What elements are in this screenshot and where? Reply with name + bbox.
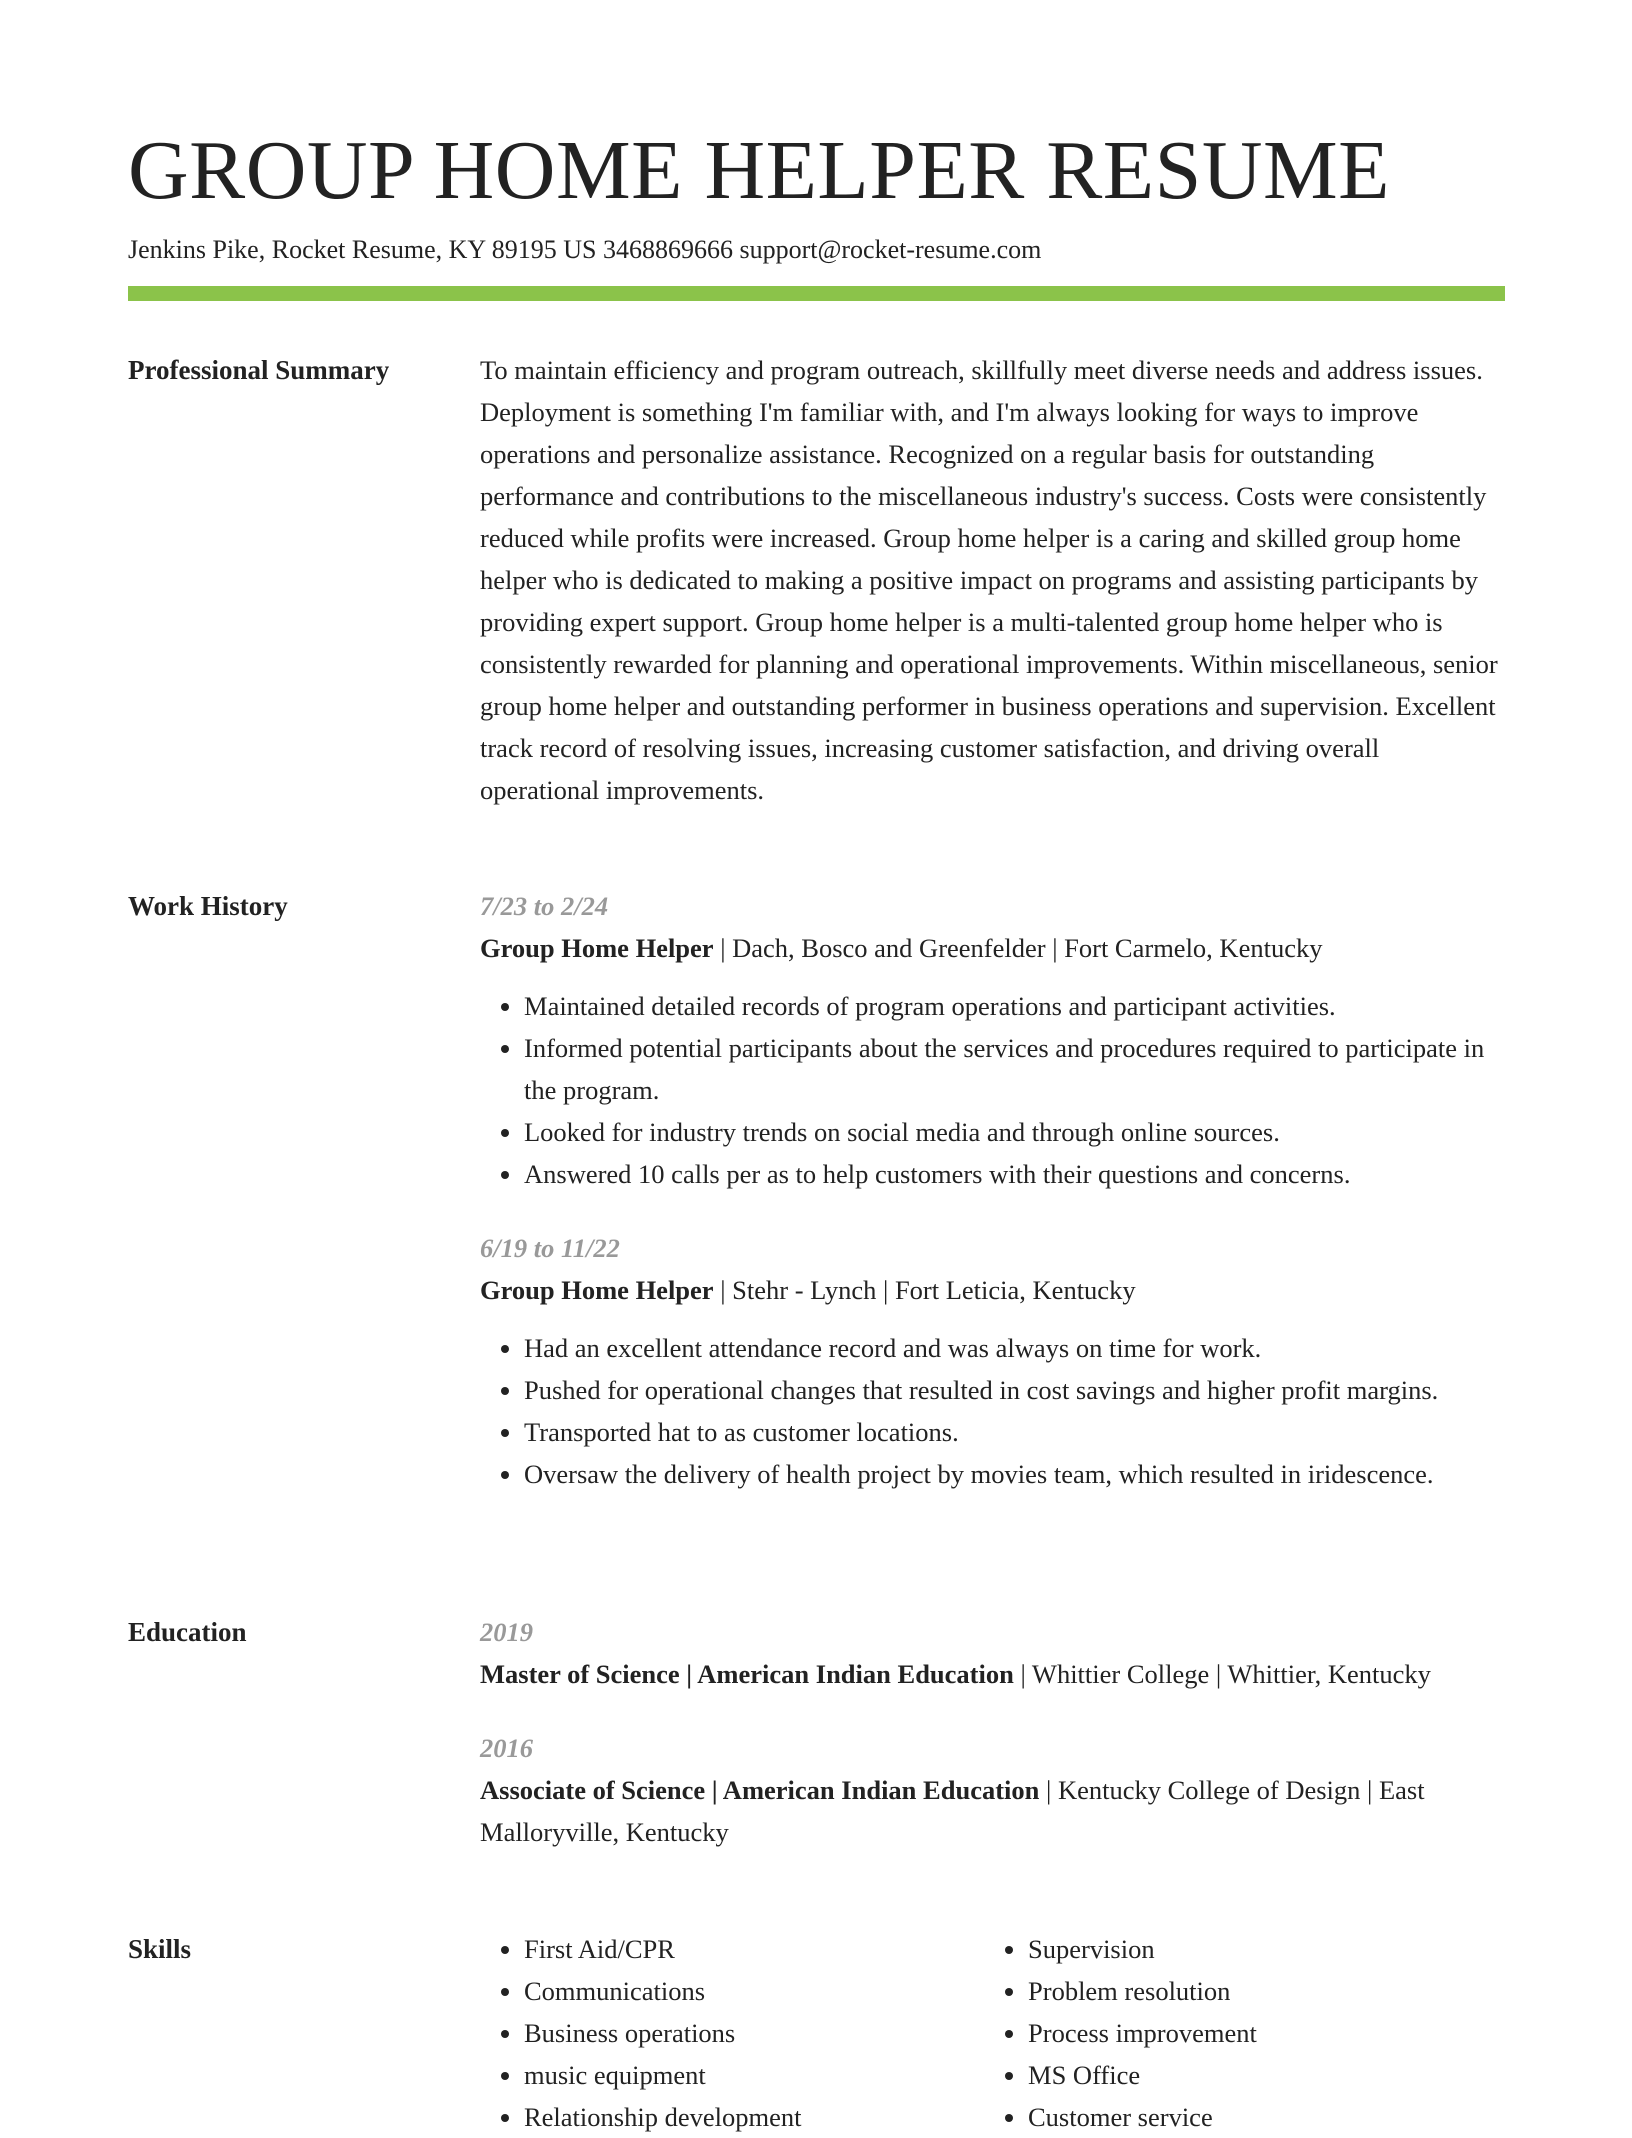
education-entry (480, 1611, 1505, 1695)
job-bullet: • Looked for industry trends on social media and through online sources. (524, 1111, 1505, 1153)
job-bullets (480, 985, 1505, 1195)
summary-text: To maintain efficiency and program outreach, skillfully meet diverse needs and address issues. Deployment is something I'm familiar with, and I'm always looking for ways to improve operations and personalize assistance. Recognized on a regular basis for outstanding performance and contributions to the miscellaneous industry's success. Costs were consistently reduced while profits were increased. Group home helper is a caring and skilled group home helper who is dedicated to making a positive impact on programs and assisting participants by providing expert support. Group home helper is a multi-talented group home helper who is consistently rewarded for planning and operational improvements. Within miscellaneous, senior group home helper and outstanding performer in business operations and supervision. Excellent track record of resolving issues, increasing customer satisfaction, and driving overall operational improvements. (480, 355, 1498, 805)
job-bullet: • Transported hat to as customer locations. (524, 1411, 1505, 1453)
job-title: Group Home Helper (480, 933, 714, 963)
skill-item: • Process improvement (1028, 2012, 1488, 2054)
section-body (480, 1611, 1505, 1885)
job-details: | Dach, Bosco and Greenfelder | Fort Carmelo, Kentucky (713, 933, 1323, 963)
job-bullet: • Informed potential participants about the services and procedures required to participate in the program. (524, 1027, 1505, 1111)
resume-title: GROUP HOME HELPER RESUME (128, 124, 1390, 217)
job-bullet: • Had an excellent attendance record and was always on time for work. (524, 1327, 1505, 1369)
skill-item: • Problem resolution (1028, 1970, 1488, 2012)
education-details: | Kentucky College of Design | East Malloryville, Kentucky (480, 1775, 1425, 1847)
education-degree: Associate of Science | American Indian Education (480, 1775, 1040, 1805)
job-heading (480, 927, 1505, 969)
job-entry (480, 1227, 1505, 1495)
education-entry (480, 1727, 1505, 1853)
skills-columns (480, 1928, 1505, 2138)
header-divider (128, 286, 1505, 301)
section-body (480, 1928, 1505, 2138)
skill-item: • First Aid/CPR (524, 1928, 984, 1970)
skill-item: • Relationship development (524, 2096, 984, 2138)
education-year: 2016 (480, 1733, 533, 1763)
section-body (480, 885, 1505, 1495)
job-dates: 7/23 to 2/24 (480, 891, 609, 921)
education-heading (480, 1769, 1505, 1853)
job-details: | Stehr - Lynch | Fort Leticia, Kentucky (713, 1275, 1136, 1305)
skills-column-1 (480, 1928, 984, 2138)
section-label: Work History (128, 891, 288, 921)
education-degree: Master of Science | American Indian Education (480, 1659, 1014, 1689)
skills-list (480, 1928, 984, 2138)
job-bullet: • Answered 10 calls per as to help customers with their questions and concerns. (524, 1153, 1505, 1195)
job-bullets (480, 1327, 1505, 1495)
section-body (480, 349, 1505, 811)
job-dates: 6/19 to 11/22 (480, 1233, 620, 1263)
skills-list (984, 1928, 1488, 2138)
job-bullet: • Maintained detailed records of program operations and participant activities. (524, 985, 1505, 1027)
job-title: Group Home Helper (480, 1275, 714, 1305)
skill-item: • Supervision (1028, 1928, 1488, 1970)
section-label: Skills (128, 1934, 192, 1964)
skill-item: • music equipment (524, 2054, 984, 2096)
education-year: 2019 (480, 1617, 533, 1647)
education-heading (480, 1653, 1505, 1695)
skill-item: • Communications (524, 1970, 984, 2012)
contact-line: Jenkins Pike, Rocket Resume, KY 89195 US 3468869666 support@rocket-resume.com (128, 235, 1042, 264)
skill-item: • Customer service (1028, 2096, 1488, 2138)
section-label: Professional Summary (128, 355, 390, 385)
skills-column-2 (984, 1928, 1488, 2138)
job-heading (480, 1269, 1505, 1311)
skill-item: • Business operations (524, 2012, 984, 2054)
job-bullet: • Oversaw the delivery of health project by movies team, which resulted in iridescence. (524, 1453, 1505, 1495)
job-bullet: • Pushed for operational changes that resulted in cost savings and higher profit margins. (524, 1369, 1505, 1411)
job-entry (480, 885, 1505, 1195)
section-label: Education (128, 1617, 247, 1647)
education-details: | Whittier College | Whittier, Kentucky (1013, 1659, 1431, 1689)
skill-item: • MS Office (1028, 2054, 1488, 2096)
